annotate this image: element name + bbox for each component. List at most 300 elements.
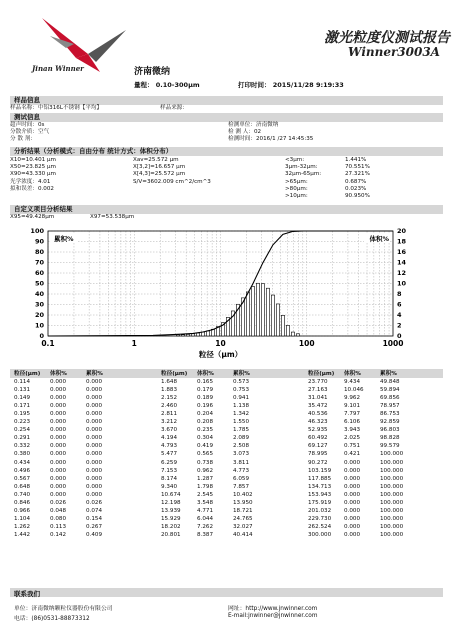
table-row xyxy=(308,418,416,426)
table-cell: 0.000 xyxy=(50,387,67,394)
table-cell: 0.000 xyxy=(50,419,67,426)
table-row xyxy=(308,475,416,483)
x-axis-tick-label: 10 xyxy=(215,339,226,348)
table-cell: 0.179 xyxy=(197,387,214,394)
range-gt80-value: 0.023% xyxy=(345,185,367,192)
right-axis-label: 体积% xyxy=(369,235,389,243)
left-axis-tick-label: 0 xyxy=(39,332,44,340)
table-cell: 0.000 xyxy=(344,475,361,482)
table-cell: 0.204 xyxy=(197,411,214,418)
range-3-32-value: 70.551% xyxy=(345,164,370,171)
x-axis-tick-label: 100 xyxy=(298,339,315,348)
table-column-group xyxy=(161,370,269,539)
table-cell: 52.935 xyxy=(308,427,328,434)
table-cell: 3.548 xyxy=(197,499,214,506)
distribution-chart xyxy=(10,221,443,361)
contact-phone xyxy=(14,613,90,622)
test-info-title: 测试信息 xyxy=(10,113,443,122)
table-cell: 4.793 xyxy=(161,443,178,450)
table-cell: 15.929 xyxy=(161,515,181,522)
range-lt3-value: 1.441% xyxy=(345,157,367,163)
table-cell: 0.000 xyxy=(50,483,67,490)
table-cell: 4.773 xyxy=(233,467,250,474)
table-header-cell: 累积% xyxy=(86,371,103,377)
table-row xyxy=(161,499,269,507)
table-cell: 2.545 xyxy=(197,491,214,498)
table-cell: 24.765 xyxy=(233,515,253,522)
test-unit-value: 济南微纳 xyxy=(255,122,279,128)
analysis-section xyxy=(10,147,443,202)
table-cell: 69.856 xyxy=(380,395,400,402)
table-row xyxy=(308,450,416,458)
table-cell: 3.670 xyxy=(161,427,178,434)
table-cell: 0.434 xyxy=(14,459,31,466)
table-header-cell: 粒径(μm) xyxy=(308,371,335,377)
table-cell: 0.565 xyxy=(197,451,214,458)
table-cell: 0.000 xyxy=(86,411,103,418)
table-cell: 0.846 xyxy=(14,499,31,506)
table-cell: 8.174 xyxy=(161,475,178,482)
volume-bar xyxy=(246,292,249,336)
table-cell: 3.811 xyxy=(233,459,250,466)
table-cell: 99.579 xyxy=(380,443,400,450)
table-cell: 0.648 xyxy=(14,483,31,490)
left-axis-tick-label: 60 xyxy=(34,269,44,277)
volume-bar xyxy=(276,304,279,336)
table-row xyxy=(308,434,416,442)
table-cell: 0.208 xyxy=(197,419,214,426)
table-cell: 20.801 xyxy=(161,531,181,538)
table-cell: 0.189 xyxy=(197,395,214,402)
table-row xyxy=(14,515,122,523)
test-time xyxy=(228,136,313,143)
table-cell: 0.000 xyxy=(344,459,361,466)
table-header-cell: 体积% xyxy=(344,371,361,377)
volume-bar xyxy=(261,284,264,336)
sample-source-label: 样品来源： xyxy=(160,105,188,111)
table-cell: 0.000 xyxy=(86,459,103,466)
x32-value: X[3,2]=16.657 μm xyxy=(133,164,186,171)
table-row xyxy=(308,386,416,394)
test-time-value: 2016/1 /27 14:45:35 xyxy=(255,136,314,142)
x-axis-tick-label: 1000 xyxy=(382,339,404,348)
test-unit-label: 检测单位： xyxy=(228,122,256,128)
table-cell: 0.074 xyxy=(86,507,103,514)
table-cell: 0.235 xyxy=(197,427,214,434)
table-header-cell: 粒径(μm) xyxy=(14,371,41,377)
right-axis-tick-label: 2 xyxy=(397,321,402,330)
range-3-32-label: 3μm-32μm: xyxy=(285,164,318,171)
table-row xyxy=(14,378,122,386)
table-cell: 1.342 xyxy=(233,411,250,418)
analysis-title: 分析结果（分析模式：自由分布 统计方式：体积分布） xyxy=(10,147,443,156)
x50-value: X50=23.825 μm xyxy=(10,164,56,171)
table-cell: 0.000 xyxy=(86,403,103,410)
table-cell: 0.000 xyxy=(86,475,103,482)
table-cell: 0.000 xyxy=(86,467,103,474)
table-row xyxy=(14,450,122,458)
table-cell: 0.000 xyxy=(50,467,67,474)
table-cell: 9.340 xyxy=(161,483,178,490)
table-row xyxy=(161,402,269,410)
instrument-model: Winner3003A xyxy=(348,45,440,59)
table-cell: 7.857 xyxy=(233,483,250,490)
contact-website-link[interactable]: http://www.jnwinner.com xyxy=(245,606,318,612)
table-row xyxy=(14,523,122,531)
left-axis-label: 累积% xyxy=(54,235,74,243)
table-cell: 0.113 xyxy=(50,523,67,530)
table-cell: 4.194 xyxy=(161,435,178,442)
table-cell: 0.149 xyxy=(14,395,31,402)
table-cell: 0.000 xyxy=(50,411,67,418)
table-cell: 78.957 xyxy=(380,403,400,410)
table-cell: 31.041 xyxy=(308,395,328,402)
range-label: 量程： xyxy=(134,81,154,89)
table-cell: 13.939 xyxy=(161,507,181,514)
table-cell: 0.738 xyxy=(197,459,214,466)
left-axis-tick-label: 20 xyxy=(34,311,44,319)
table-cell: 117.885 xyxy=(308,475,332,482)
table-row xyxy=(308,442,416,450)
table-cell: 2.508 xyxy=(233,443,250,450)
table-header-cell: 体积% xyxy=(197,371,214,377)
left-axis-tick-label: 10 xyxy=(34,321,44,330)
range-gt65-label: >65μm: xyxy=(285,178,308,185)
x-axis-tick-label: 0.1 xyxy=(41,339,55,348)
test-info-body xyxy=(10,122,443,144)
table-cell: 100.000 xyxy=(380,507,404,514)
table-cell: 0.000 xyxy=(344,467,361,474)
table-cell: 1.785 xyxy=(233,427,250,434)
logo-text: Jinan Winner xyxy=(32,64,84,73)
table-cell: 6.044 xyxy=(197,515,214,522)
table-cell: 100.000 xyxy=(380,459,404,466)
analysis-col-4 xyxy=(345,157,370,200)
table-cell: 7.262 xyxy=(197,523,214,530)
right-axis-tick-label: 20 xyxy=(397,227,407,235)
table-cell: 78.995 xyxy=(308,451,328,458)
table-cell: 201.032 xyxy=(308,507,332,514)
table-row xyxy=(308,515,416,523)
table-cell: 100.000 xyxy=(380,523,404,530)
contact-unit-label: 单位： xyxy=(14,606,32,612)
table-cell: 0.567 xyxy=(14,475,31,482)
right-axis-tick-label: 8 xyxy=(397,290,402,298)
volume-bar xyxy=(296,334,299,336)
operator-value: 02 xyxy=(253,129,262,135)
table-row xyxy=(161,442,269,450)
volume-bar xyxy=(196,333,199,336)
test-time-label: 检测时间： xyxy=(228,136,256,142)
table-cell: 1.648 xyxy=(161,379,178,386)
table-cell: 7.153 xyxy=(161,467,178,474)
table-cell: 134.713 xyxy=(308,483,332,490)
left-axis-tick-label: 80 xyxy=(34,248,44,256)
table-cell: 92.859 xyxy=(380,419,400,426)
disperse-agent-label: 分 散 剂： xyxy=(10,136,36,142)
volume-bar xyxy=(251,286,254,336)
table-row xyxy=(14,418,122,426)
right-axis-tick-label: 14 xyxy=(397,258,407,267)
table-cell: 60.492 xyxy=(308,435,328,442)
table-cell: 9.434 xyxy=(344,379,361,386)
table-cell: 0.196 xyxy=(197,403,214,410)
table-cell: 100.000 xyxy=(380,467,404,474)
analysis-body xyxy=(10,156,443,202)
table-cell: 9.962 xyxy=(344,395,361,402)
sample-name xyxy=(10,105,102,112)
table-row xyxy=(161,515,269,523)
table-row xyxy=(161,450,269,458)
right-axis-tick-label: 16 xyxy=(397,248,407,256)
table-cell: 8.387 xyxy=(197,531,214,538)
volume-bar xyxy=(191,334,194,336)
table-cell: 1.798 xyxy=(197,483,214,490)
table-cell: 2.152 xyxy=(161,395,178,402)
fit-error: 拟和误差：0.002 xyxy=(10,185,54,192)
table-header-row xyxy=(161,370,269,378)
custom-points-title: 自定义项目分析结果 xyxy=(10,205,443,214)
sample-info-row xyxy=(10,105,443,113)
table-cell: 0.304 xyxy=(197,435,214,442)
table-cell: 6.059 xyxy=(233,475,250,482)
analysis-col-2 xyxy=(133,157,211,186)
table-cell: 0.966 xyxy=(14,507,31,514)
table-row xyxy=(161,459,269,467)
table-cell: 0.000 xyxy=(50,435,67,442)
table-cell: 0.000 xyxy=(50,395,67,402)
table-cell: 262.524 xyxy=(308,523,332,530)
table-cell: 5.477 xyxy=(161,451,178,458)
x-axis-label: 粒径（μm） xyxy=(198,350,243,359)
table-cell: 0.026 xyxy=(50,499,67,506)
table-row xyxy=(308,499,416,507)
range-gt10-label: >10μm: xyxy=(285,193,308,200)
table-cell: 0.254 xyxy=(14,427,31,434)
table-cell: 18.721 xyxy=(233,507,253,514)
contact-phone-label: 电话： xyxy=(14,616,32,622)
table-row xyxy=(14,459,122,467)
table-cell: 3.212 xyxy=(161,419,178,426)
company-name: 济南微纳 xyxy=(134,67,171,77)
contact-email-link[interactable]: jnwinner@jnwinner.com xyxy=(248,613,318,619)
table-cell: 0.267 xyxy=(86,523,103,530)
volume-bar xyxy=(291,332,294,336)
contact-website xyxy=(228,603,317,612)
range-gt65-value: 0.687% xyxy=(345,178,367,185)
table-cell: 0.380 xyxy=(14,451,31,458)
table-cell: 0.048 xyxy=(50,507,67,514)
table-header-cell: 粒径(μm) xyxy=(161,371,188,377)
table-cell: 300.000 xyxy=(308,531,332,538)
left-axis-tick-label: 90 xyxy=(34,237,44,246)
table-cell: 32.027 xyxy=(233,523,253,530)
left-axis-tick-label: 30 xyxy=(34,300,44,309)
table-cell: 2.460 xyxy=(161,403,178,410)
table-cell: 12.198 xyxy=(161,499,181,506)
table-cell: 0.000 xyxy=(86,491,103,498)
table-row xyxy=(161,418,269,426)
table-cell: 1.104 xyxy=(14,515,31,522)
table-cell: 0.000 xyxy=(344,499,361,506)
sample-info-section xyxy=(10,96,443,113)
table-cell: 1.442 xyxy=(14,531,31,538)
left-axis-tick-label: 70 xyxy=(34,258,44,267)
table-cell: 0.291 xyxy=(14,435,31,442)
test-info-section xyxy=(10,113,443,144)
table-cell: 98.828 xyxy=(380,435,400,442)
table-cell: 0.000 xyxy=(50,403,67,410)
table-cell: 35.472 xyxy=(308,403,328,410)
range-gt80-label: >80μm: xyxy=(285,185,308,192)
table-cell: 0.419 xyxy=(197,443,214,450)
volume-bar xyxy=(206,331,209,336)
table-cell: 3.073 xyxy=(233,451,250,458)
table-row xyxy=(161,434,269,442)
table-row xyxy=(161,491,269,499)
right-axis-tick-label: 18 xyxy=(397,237,407,246)
table-cell: 0.000 xyxy=(86,395,103,402)
table-row xyxy=(14,507,122,515)
right-axis-tick-label: 12 xyxy=(397,269,407,277)
volume-bar xyxy=(256,283,259,336)
analysis-col-3 xyxy=(285,157,321,200)
print-time-row xyxy=(238,80,344,89)
table-cell: 0.000 xyxy=(86,427,103,434)
table-row xyxy=(14,426,122,434)
sample-info-title: 样品信息 xyxy=(10,96,443,105)
table-cell: 100.000 xyxy=(380,515,404,522)
table-cell: 175.919 xyxy=(308,499,332,506)
table-cell: 40.536 xyxy=(308,411,328,418)
volume-bar xyxy=(271,295,274,336)
sample-source xyxy=(160,105,188,112)
table-cell: 0.142 xyxy=(50,531,67,538)
table-row xyxy=(14,394,122,402)
table-row xyxy=(161,378,269,386)
table-cell: 100.000 xyxy=(380,531,404,538)
contact-unit xyxy=(14,603,113,612)
table-cell: 3.943 xyxy=(344,427,361,434)
custom-points-section xyxy=(10,205,443,222)
table-cell: 0.223 xyxy=(14,419,31,426)
table-cell: 6.259 xyxy=(161,459,178,466)
table-row xyxy=(161,483,269,491)
table-cell: 90.272 xyxy=(308,459,328,466)
table-row xyxy=(161,507,269,515)
table-cell: 0.573 xyxy=(233,379,250,386)
table-row xyxy=(308,402,416,410)
table-row xyxy=(14,491,122,499)
sonic-time-value: 0s xyxy=(37,122,45,128)
operator-label: 检 测 人： xyxy=(228,129,254,135)
table-row xyxy=(308,507,416,515)
table-cell: 0.080 xyxy=(50,515,67,522)
table-cell: 10.046 xyxy=(344,387,364,394)
table-row xyxy=(308,410,416,418)
table-cell: 1.287 xyxy=(197,475,214,482)
table-header-cell: 累积% xyxy=(380,371,397,377)
table-cell: 2.089 xyxy=(233,435,250,442)
right-axis-tick-label: 6 xyxy=(397,300,402,309)
range-lt3-label: <3μm: xyxy=(285,157,305,163)
table-column-group xyxy=(308,370,416,539)
volume-bar xyxy=(176,335,179,336)
sample-name-value: 中铝316L不锈钢【平均】 xyxy=(37,105,103,111)
table-row xyxy=(14,442,122,450)
contact-email-label: E-mail: xyxy=(228,613,249,619)
table-cell: 86.753 xyxy=(380,411,400,418)
disperse-medium-label: 分散介质： xyxy=(10,129,38,135)
volume-bar xyxy=(286,325,289,336)
sonic-time-label: 超声时间： xyxy=(10,122,38,128)
table-row xyxy=(14,531,122,539)
print-time-label: 打印时间： xyxy=(238,81,271,89)
table-cell: 0.000 xyxy=(50,491,67,498)
table-row xyxy=(161,467,269,475)
table-cell: 0.000 xyxy=(344,507,361,514)
table-cell: 0.000 xyxy=(50,475,67,482)
table-cell: 0.332 xyxy=(14,443,31,450)
table-row xyxy=(14,483,122,491)
table-header-row xyxy=(14,370,122,378)
xav-value: Xav=25.572 μm xyxy=(133,157,179,163)
table-cell: 1.138 xyxy=(233,403,250,410)
table-row xyxy=(308,394,416,402)
analysis-col-1 xyxy=(10,157,56,193)
table-row xyxy=(308,426,416,434)
range-32-65-label: 32μm-65μm: xyxy=(285,171,322,178)
table-cell: 96.803 xyxy=(380,427,400,434)
table-cell: 0.000 xyxy=(86,443,103,450)
table-row xyxy=(161,426,269,434)
table-row xyxy=(308,467,416,475)
table-cell: 1.550 xyxy=(233,419,250,426)
table-row xyxy=(14,467,122,475)
right-axis-tick-label: 0 xyxy=(397,332,402,340)
x10-value: X10=10.401 μm xyxy=(10,157,56,163)
table-cell: 69.127 xyxy=(308,443,328,450)
table-cell: 0.496 xyxy=(14,467,31,474)
table-cell: 0.114 xyxy=(14,379,31,386)
disperse-medium-value: 空气 xyxy=(37,129,50,135)
table-cell: 7.797 xyxy=(344,411,361,418)
table-cell: 0.941 xyxy=(233,395,250,402)
table-cell: 100.000 xyxy=(380,491,404,498)
table-cell: 0.000 xyxy=(344,523,361,530)
table-column-group xyxy=(14,370,122,539)
table-cell: 0.409 xyxy=(86,531,103,538)
contact-title: 联系我们 xyxy=(14,590,40,598)
volume-bar xyxy=(266,288,269,336)
contact-website-label: 网址： xyxy=(228,606,246,612)
table-cell: 0.000 xyxy=(86,387,103,394)
range-32-65-value: 27.321% xyxy=(345,171,370,178)
table-cell: 0.171 xyxy=(14,403,31,410)
table-row xyxy=(14,475,122,483)
table-header-row xyxy=(308,370,416,378)
table-row xyxy=(161,386,269,394)
table-cell: 229.730 xyxy=(308,515,332,522)
table-cell: 100.000 xyxy=(380,499,404,506)
table-cell: 0.000 xyxy=(50,379,67,386)
table-cell: 59.894 xyxy=(380,387,400,394)
right-axis-tick-label: 10 xyxy=(397,279,407,288)
table-row xyxy=(161,531,269,539)
table-header-cell: 体积% xyxy=(50,371,67,377)
table-header-cell: 累积% xyxy=(233,371,250,377)
x95-value: X95=49.428μm xyxy=(10,214,55,220)
